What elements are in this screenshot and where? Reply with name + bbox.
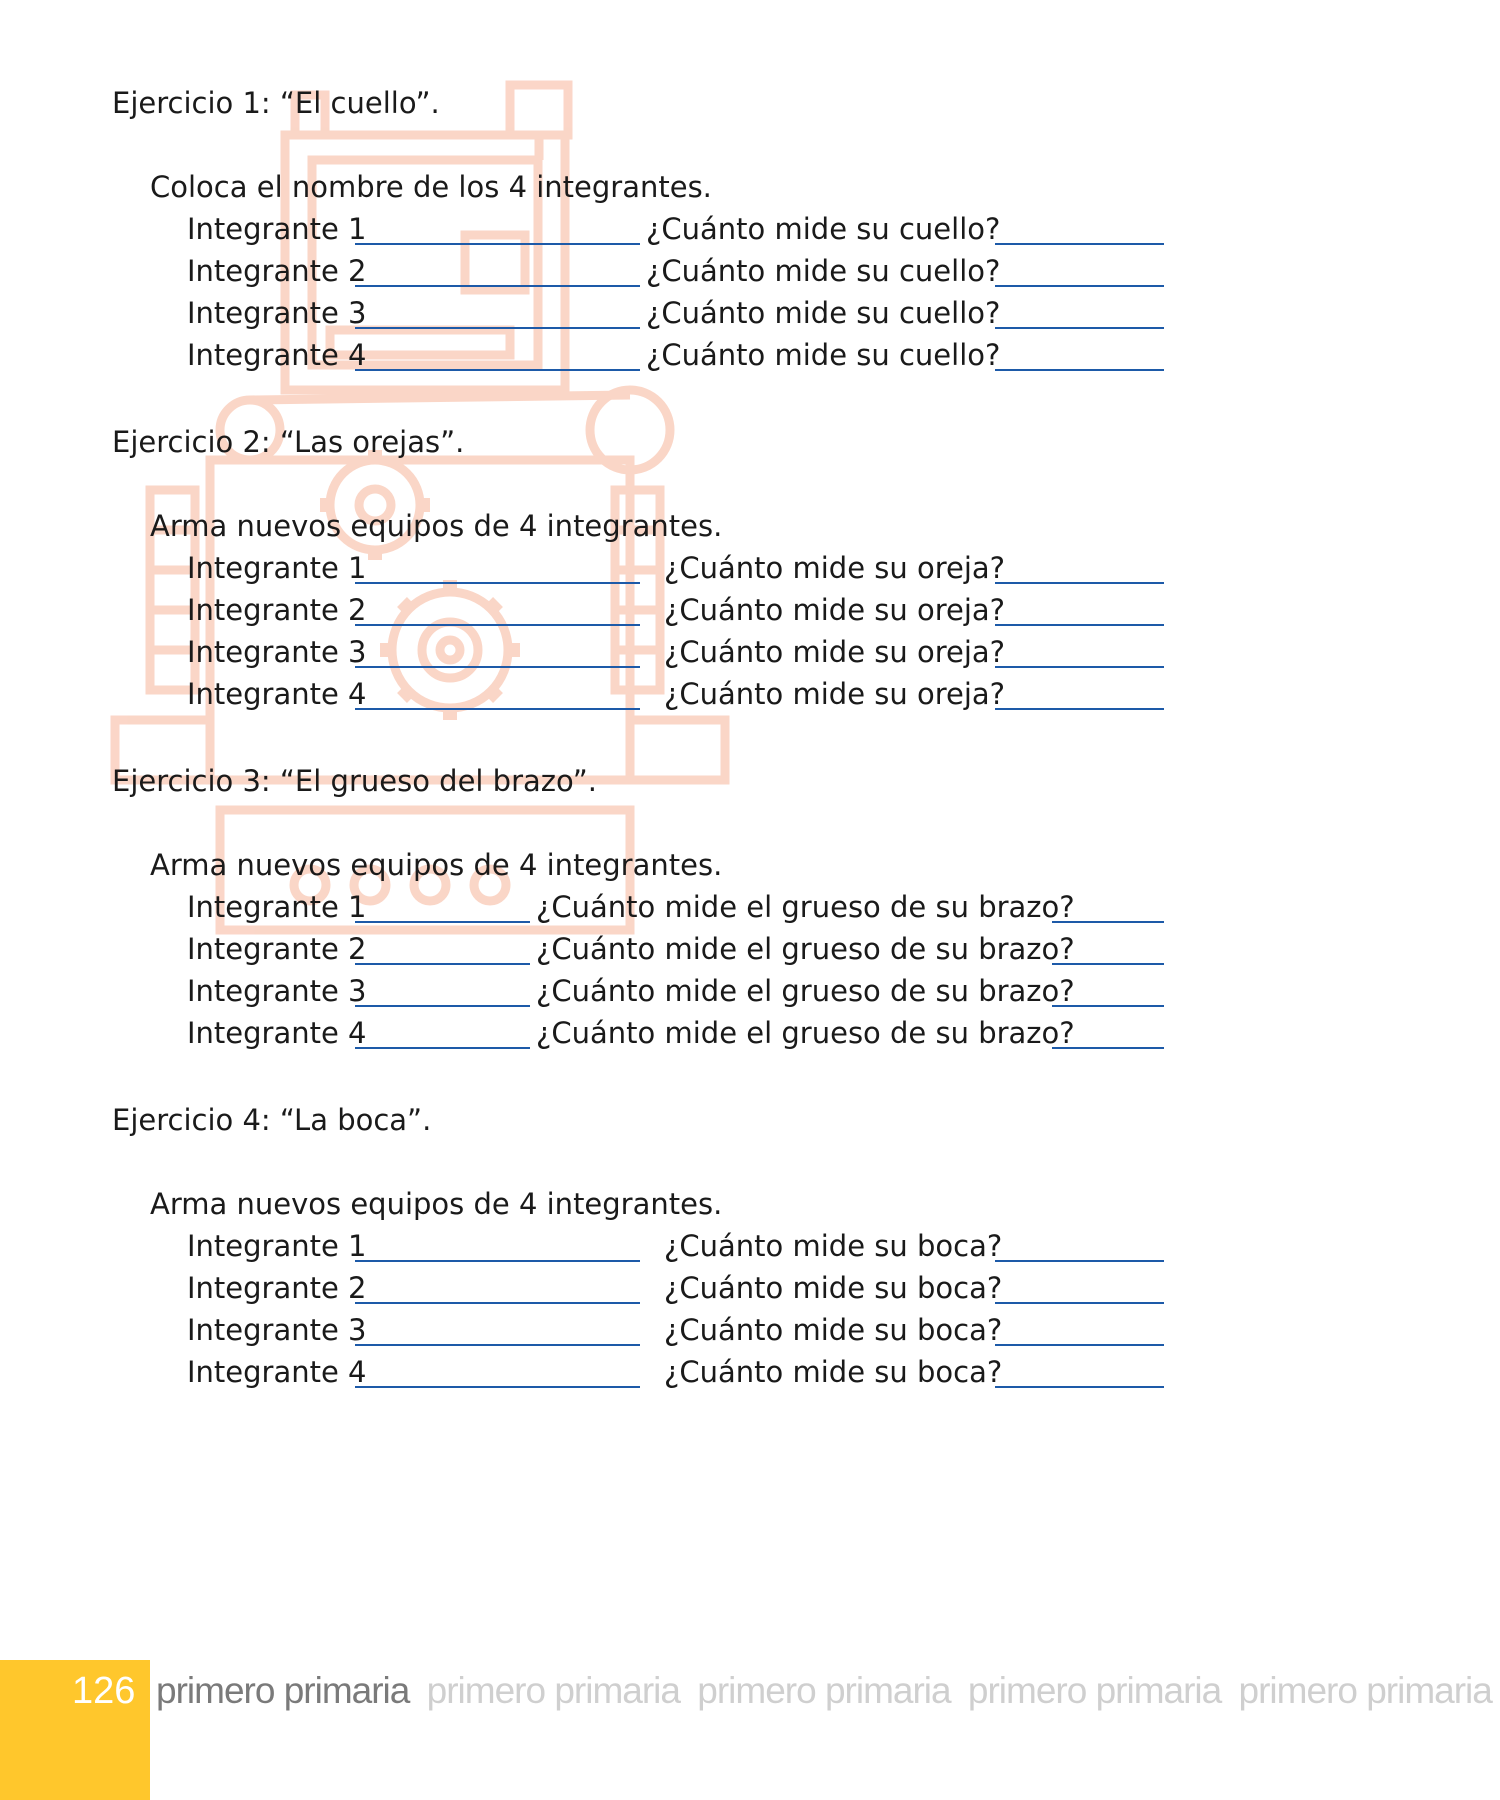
answer-row bbox=[0, 931, 1275, 973]
exercise-title: Ejercicio 2: “Las orejas”. bbox=[112, 425, 465, 459]
member-label: Integrante 4 bbox=[187, 1016, 367, 1050]
measure-answer-blank[interactable] bbox=[995, 666, 1164, 668]
measure-question: ¿Cuánto mide su oreja? bbox=[664, 551, 1006, 585]
answer-row bbox=[0, 1354, 1275, 1396]
measure-answer-blank[interactable] bbox=[1052, 1047, 1164, 1049]
member-label: Integrante 1 bbox=[187, 551, 367, 585]
answer-row bbox=[0, 295, 1275, 337]
answer-row bbox=[0, 634, 1275, 676]
measure-question: ¿Cuánto mide su cuello? bbox=[646, 212, 1001, 246]
answer-row bbox=[0, 1015, 1275, 1057]
member-label: Integrante 3 bbox=[187, 974, 367, 1008]
measure-question: ¿Cuánto mide su oreja? bbox=[664, 593, 1006, 627]
member-name-blank[interactable] bbox=[355, 1260, 640, 1262]
footer-series-label: primero primaria bbox=[967, 1670, 1222, 1711]
answer-row bbox=[0, 550, 1275, 592]
measure-answer-blank[interactable] bbox=[995, 243, 1164, 245]
footer-series-label: primero primaria bbox=[426, 1670, 680, 1711]
answer-row bbox=[0, 1270, 1275, 1312]
member-label: Integrante 4 bbox=[187, 677, 367, 711]
member-label: Integrante 3 bbox=[187, 1313, 367, 1347]
member-name-blank[interactable] bbox=[355, 921, 530, 923]
member-name-blank[interactable] bbox=[355, 369, 640, 371]
measure-answer-blank[interactable] bbox=[1052, 921, 1164, 923]
measure-answer-blank[interactable] bbox=[995, 1386, 1164, 1388]
member-label: Integrante 2 bbox=[187, 1271, 367, 1305]
exercise-title: Ejercicio 4: “La boca”. bbox=[112, 1103, 432, 1137]
answer-row bbox=[0, 1228, 1275, 1270]
member-label: Integrante 2 bbox=[187, 593, 367, 627]
member-label: Integrante 4 bbox=[187, 338, 367, 372]
measure-question: ¿Cuánto mide su cuello? bbox=[646, 254, 1001, 288]
member-name-blank[interactable] bbox=[355, 963, 530, 965]
measure-answer-blank[interactable] bbox=[1052, 1005, 1164, 1007]
member-label: Integrante 3 bbox=[187, 635, 367, 669]
member-label: Integrante 1 bbox=[187, 212, 367, 246]
exercise-instruction: Arma nuevos equipos de 4 integrantes. bbox=[150, 509, 723, 543]
member-label: Integrante 1 bbox=[187, 890, 367, 924]
measure-answer-blank[interactable] bbox=[995, 327, 1164, 329]
measure-question: ¿Cuánto mide su boca? bbox=[664, 1313, 1003, 1347]
answer-row bbox=[0, 337, 1275, 379]
page-number: 126 bbox=[72, 1670, 136, 1712]
answer-row bbox=[0, 676, 1275, 718]
answer-row bbox=[0, 253, 1275, 295]
member-name-blank[interactable] bbox=[355, 708, 640, 710]
member-label: Integrante 3 bbox=[187, 296, 367, 330]
member-name-blank[interactable] bbox=[355, 243, 640, 245]
measure-question: ¿Cuánto mide el grueso de su brazo? bbox=[536, 932, 1075, 966]
member-label: Integrante 1 bbox=[187, 1229, 367, 1263]
member-name-blank[interactable] bbox=[355, 1005, 530, 1007]
answer-row bbox=[0, 973, 1275, 1015]
measure-question: ¿Cuánto mide su oreja? bbox=[664, 677, 1006, 711]
member-name-blank[interactable] bbox=[355, 666, 640, 668]
exercise-instruction: Coloca el nombre de los 4 integrantes. bbox=[150, 170, 712, 204]
member-name-blank[interactable] bbox=[355, 1047, 530, 1049]
measure-answer-blank[interactable] bbox=[995, 1260, 1164, 1262]
measure-answer-blank[interactable] bbox=[995, 708, 1164, 710]
measure-answer-blank[interactable] bbox=[995, 285, 1164, 287]
answer-row bbox=[0, 889, 1275, 931]
measure-question: ¿Cuánto mide su boca? bbox=[664, 1229, 1003, 1263]
footer-series-strip bbox=[156, 1668, 1492, 1718]
answer-row bbox=[0, 592, 1275, 634]
answer-row bbox=[0, 211, 1275, 253]
member-name-blank[interactable] bbox=[355, 1344, 640, 1346]
exercise-instruction: Arma nuevos equipos de 4 integrantes. bbox=[150, 1187, 723, 1221]
measure-question: ¿Cuánto mide el grueso de su brazo? bbox=[536, 974, 1075, 1008]
footer-series-label: primero primaria bbox=[697, 1670, 951, 1711]
exercise-title: Ejercicio 3: “El grueso del brazo”. bbox=[112, 764, 597, 798]
member-name-blank[interactable] bbox=[355, 327, 640, 329]
member-name-blank[interactable] bbox=[355, 624, 640, 626]
member-name-blank[interactable] bbox=[355, 1386, 640, 1388]
member-label: Integrante 4 bbox=[187, 1355, 367, 1389]
exercise-title: Ejercicio 1: “El cuello”. bbox=[112, 86, 440, 120]
measure-answer-blank[interactable] bbox=[995, 1302, 1164, 1304]
member-label: Integrante 2 bbox=[187, 254, 367, 288]
member-name-blank[interactable] bbox=[355, 285, 640, 287]
measure-question: ¿Cuánto mide su cuello? bbox=[646, 338, 1001, 372]
exercise-instruction: Arma nuevos equipos de 4 integrantes. bbox=[150, 848, 723, 882]
measure-question: ¿Cuánto mide el grueso de su brazo? bbox=[536, 1016, 1075, 1050]
measure-answer-blank[interactable] bbox=[995, 369, 1164, 371]
measure-question: ¿Cuánto mide su oreja? bbox=[664, 635, 1006, 669]
answer-row bbox=[0, 1312, 1275, 1354]
measure-question: ¿Cuánto mide el grueso de su brazo? bbox=[536, 890, 1075, 924]
member-name-blank[interactable] bbox=[355, 1302, 640, 1304]
measure-answer-blank[interactable] bbox=[995, 624, 1164, 626]
measure-answer-blank[interactable] bbox=[1052, 963, 1164, 965]
member-name-blank[interactable] bbox=[355, 582, 640, 584]
measure-question: ¿Cuánto mide su boca? bbox=[664, 1355, 1003, 1389]
measure-question: ¿Cuánto mide su cuello? bbox=[646, 296, 1001, 330]
measure-question: ¿Cuánto mide su boca? bbox=[664, 1271, 1003, 1305]
member-label: Integrante 2 bbox=[187, 932, 367, 966]
measure-answer-blank[interactable] bbox=[995, 1344, 1164, 1346]
footer-series-label: primero primaria bbox=[156, 1670, 410, 1711]
footer-series-label: primero primaria bbox=[1238, 1670, 1492, 1711]
measure-answer-blank[interactable] bbox=[995, 582, 1164, 584]
